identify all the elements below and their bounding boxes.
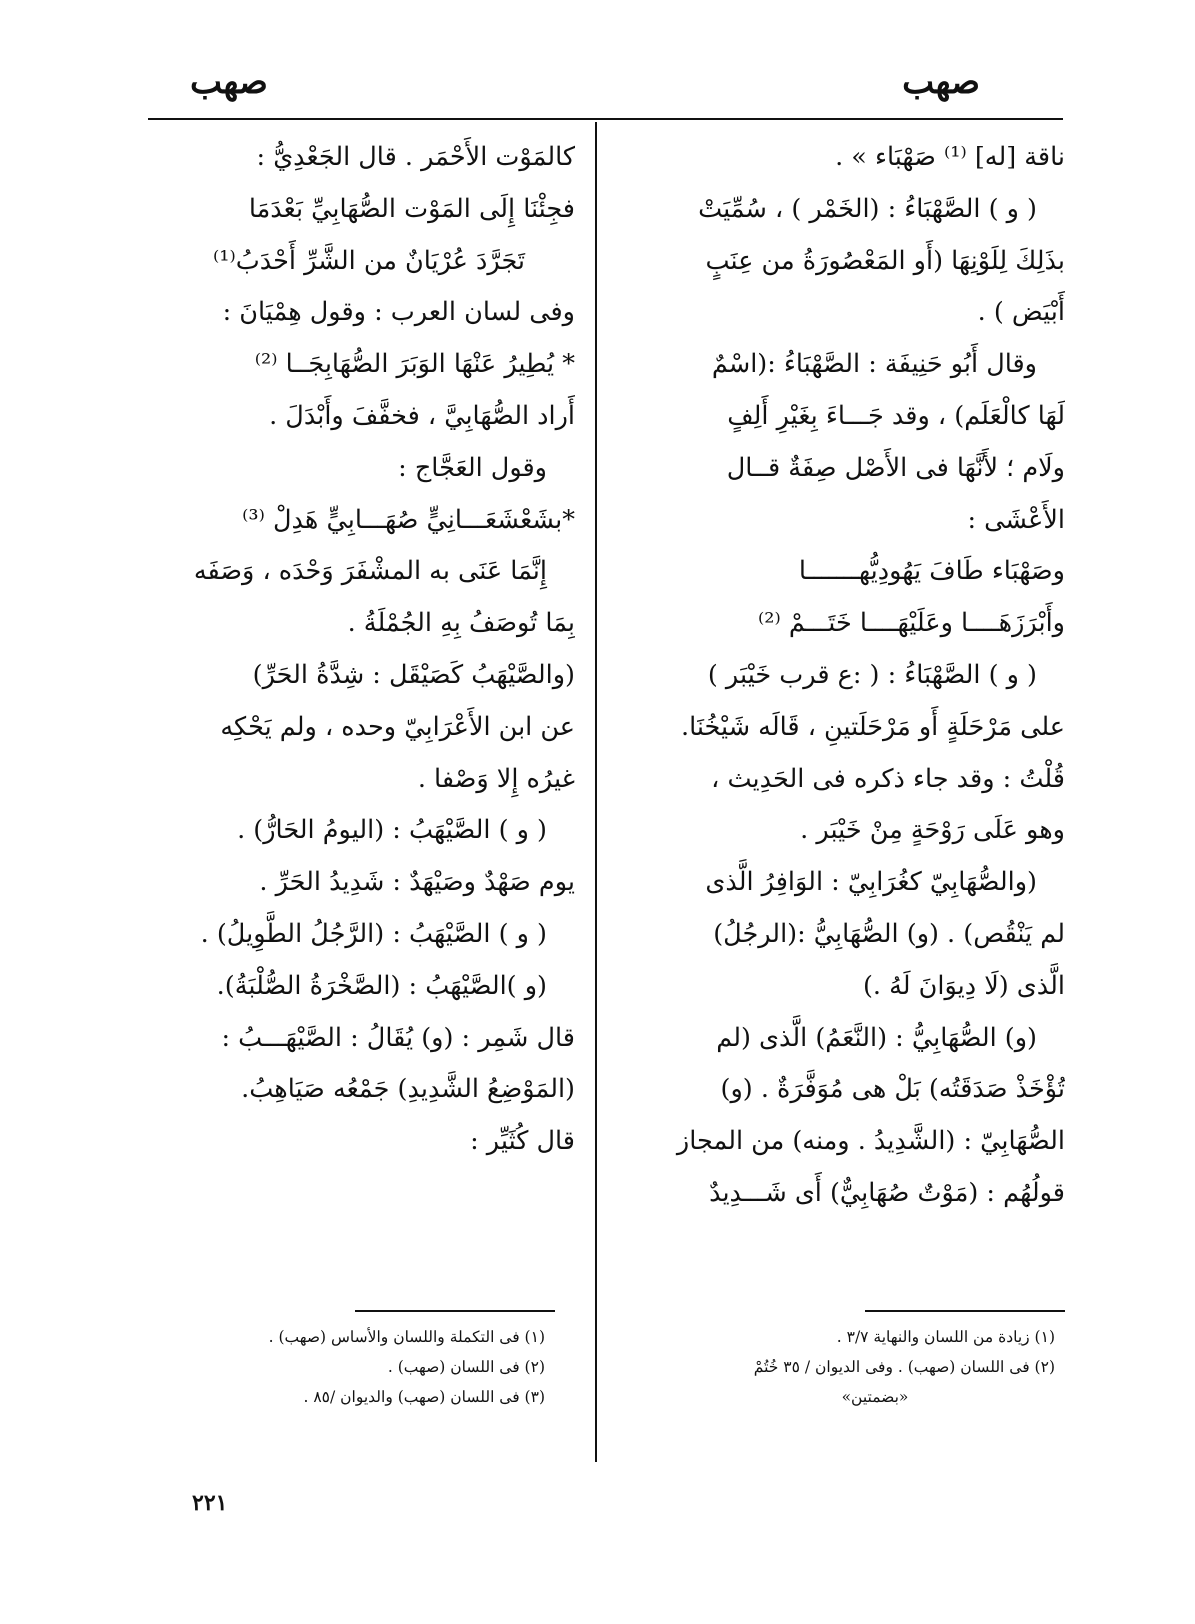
verse-line: وأَبْرَزَهَــــا وعَلَيْهَــــا خَتَـــمْ ⁽²⁾ [758, 608, 1065, 639]
text-line: (المَوْضِعُ الشَّدِيدِ) جَمْعُه صَيَاهِبُ. [241, 1074, 575, 1105]
text-line: قولُهُم : (مَوْتٌ صُهَابِيٌّ) أَى شَـــدِيدٌ [709, 1177, 1065, 1208]
text-line: يوم صَهْدٌ وصَيْهَدٌ : شَدِيدُ الحَرِّ . [259, 867, 575, 898]
text-line: ( و ) الصَّهْبَاءُ : ( :ع قرب خَيْبَر ) [707, 659, 1037, 690]
text-line: وقال أَبُو حَنِيفَة : الصَّهْبَاءُ :(اسْمٌ [711, 349, 1037, 380]
text-line: إِنَّمَا عَنَى به المشْفَرَ وَحْدَه ، وَصَفَه [193, 556, 547, 587]
footnote: (١) فى التكملة واللسان والأساس (صهب) . [268, 1328, 545, 1346]
footnote-rule-right [865, 1310, 1065, 1312]
text-line: (والصَّيْهَبُ كَصَيْقَل : شِدَّةُ الحَرِّ) [252, 659, 575, 690]
text-line: ناقة [له] ⁽¹⁾ صَهْبَاء » . [835, 142, 1065, 172]
text-line: قُلْتُ : وقد جاء ذكره فى الحَدِيث ، [711, 763, 1065, 794]
text-line: بذَلِكَ لِلَوْنِهَا (أَو المَعْصُورَةُ من عِنَبٍ [705, 245, 1065, 276]
text-line: (والصُّهَابِيّ كغُرَابِيّ : الوَافِرُ الَّذى [705, 867, 1037, 898]
text-line: ( و ) الصَّيْهَبُ : (اليومُ الحَارُّ) . [237, 815, 547, 846]
footnote: (٢) فى اللسان (صهب) . [387, 1358, 545, 1376]
text-line: بِمَا تُوصَفُ بِهِ الجُمْلَةُ . [347, 608, 575, 639]
footnote: «بضمتين» [841, 1388, 909, 1406]
verse-line: وصَهْبَاء طَافَ يَهُودِيُّهـــــــا [798, 556, 1065, 587]
text-line: ولَام ؛ لأَنَّهَا فى الأَصْل صِفَةٌ قــال [726, 452, 1065, 483]
header-headword-right: صهب [902, 62, 980, 102]
text-line: كالمَوْت الأَحْمَر . قال الجَعْدِيُّ : [256, 142, 575, 172]
text-line: قال كُثَيِّر : [470, 1126, 575, 1157]
verse-line: *بشَعْشَعَـــانِيٍّ صُهَـــابِيٍّ هَدِلْ ⁽³⁾ [242, 504, 575, 535]
text-line: ( و ) الصَّيْهَبُ : (الرَّجُلُ الطَّوِيلُ) . [200, 918, 547, 949]
column-divider [595, 122, 597, 1462]
text-line: الصُّهَابِيّ : (الشَّدِيدُ . ومنه) من المجاز [676, 1126, 1065, 1157]
verse-line: تَجَرَّدَ عُرْيَانٌ من الشَّرِّ أَحْدَبُ⁽¹⁾ [212, 245, 525, 276]
page-number: ٢٢١ [192, 1490, 228, 1516]
text-line: لَهَا كالْعَلَم) ، وقد جَـــاءَ بِغَيْرِ أَلِفٍ [727, 400, 1065, 431]
header-headword-left: صهب [190, 62, 268, 102]
text-line: غيرُه إِلا وَصْفا . [417, 763, 575, 794]
text-line: تُؤْخَذْ صَدَقَتُه) بَلْ هى مُوَفَّرَةٌ . (و) [720, 1074, 1065, 1105]
right-column [650, 132, 1065, 1220]
footnotes-right [615, 1322, 1055, 1412]
text-line: وقول العَجَّاج : [398, 452, 547, 483]
text-line: على مَرْحَلَةٍ أَو مَرْحَلَتينِ ، قَالَه شَيْخُنَا. [680, 711, 1065, 742]
text-line: قال شَمِر : (و) يُقَالُ : الصَّيْهَـــبُ : [221, 1022, 575, 1053]
footnote-rule-left [355, 1310, 555, 1312]
footnote: (١) زيادة من اللسان والنهاية ٣/٧ . [836, 1328, 1055, 1346]
text-line: وهو عَلَى رَوْحَةٍ مِنْ خَيْبَر . [800, 815, 1065, 846]
text-line: (و )الصَّيْهَبُ : (الصَّخْرَةُ الصُّلْبَةُ). [216, 970, 547, 1001]
text-line: أَبْيَض ) . [977, 297, 1065, 328]
left-column [160, 132, 575, 1168]
header-rule [148, 118, 1063, 120]
text-line: عن ابن الأَعْرَابِيّ وحده ، ولم يَحْكِه [220, 711, 575, 742]
text-line: أَراد الصُّهَابِيَّ ، فخفَّفَ وأَبْدَلَ . [269, 400, 575, 431]
verse-line: * يُطِيرُ عَنْهَا الوَبَرَ الصُّهَابِجَــا ⁽²⁾ [254, 349, 575, 380]
text-line: وفى لسان العرب : وقول هِمْيَانَ : [222, 297, 575, 328]
text-line: لم يَنْقُص) . (و) الصُّهَابِيُّ :(الرجُلُ) [713, 918, 1065, 949]
footnote: (٣) فى اللسان (صهب) والديوان /٨٥ . [303, 1388, 545, 1406]
footnotes-left [105, 1322, 545, 1412]
text-line: (و) الصُّهَابِيُّ : (النَّعَمُ) الَّذى (لم [716, 1022, 1037, 1053]
verse-line: فجِئْنَا إِلَى المَوْت الصُّهَابِيِّ بَعْدَمَا [248, 193, 575, 224]
text-line: الأَعْشَى : [967, 504, 1065, 535]
text-line: الَّذى (لَا دِيوَانَ لَهُ .) [862, 970, 1065, 1001]
text-line: ( و ) الصَّهْبَاءُ : (الخَمْر ) ، سُمِّيَتْ [698, 193, 1037, 224]
footnote: (٢) فى اللسان (صهب) . وفى الديوان / ٣٥ خُتُمْ [753, 1358, 1055, 1376]
